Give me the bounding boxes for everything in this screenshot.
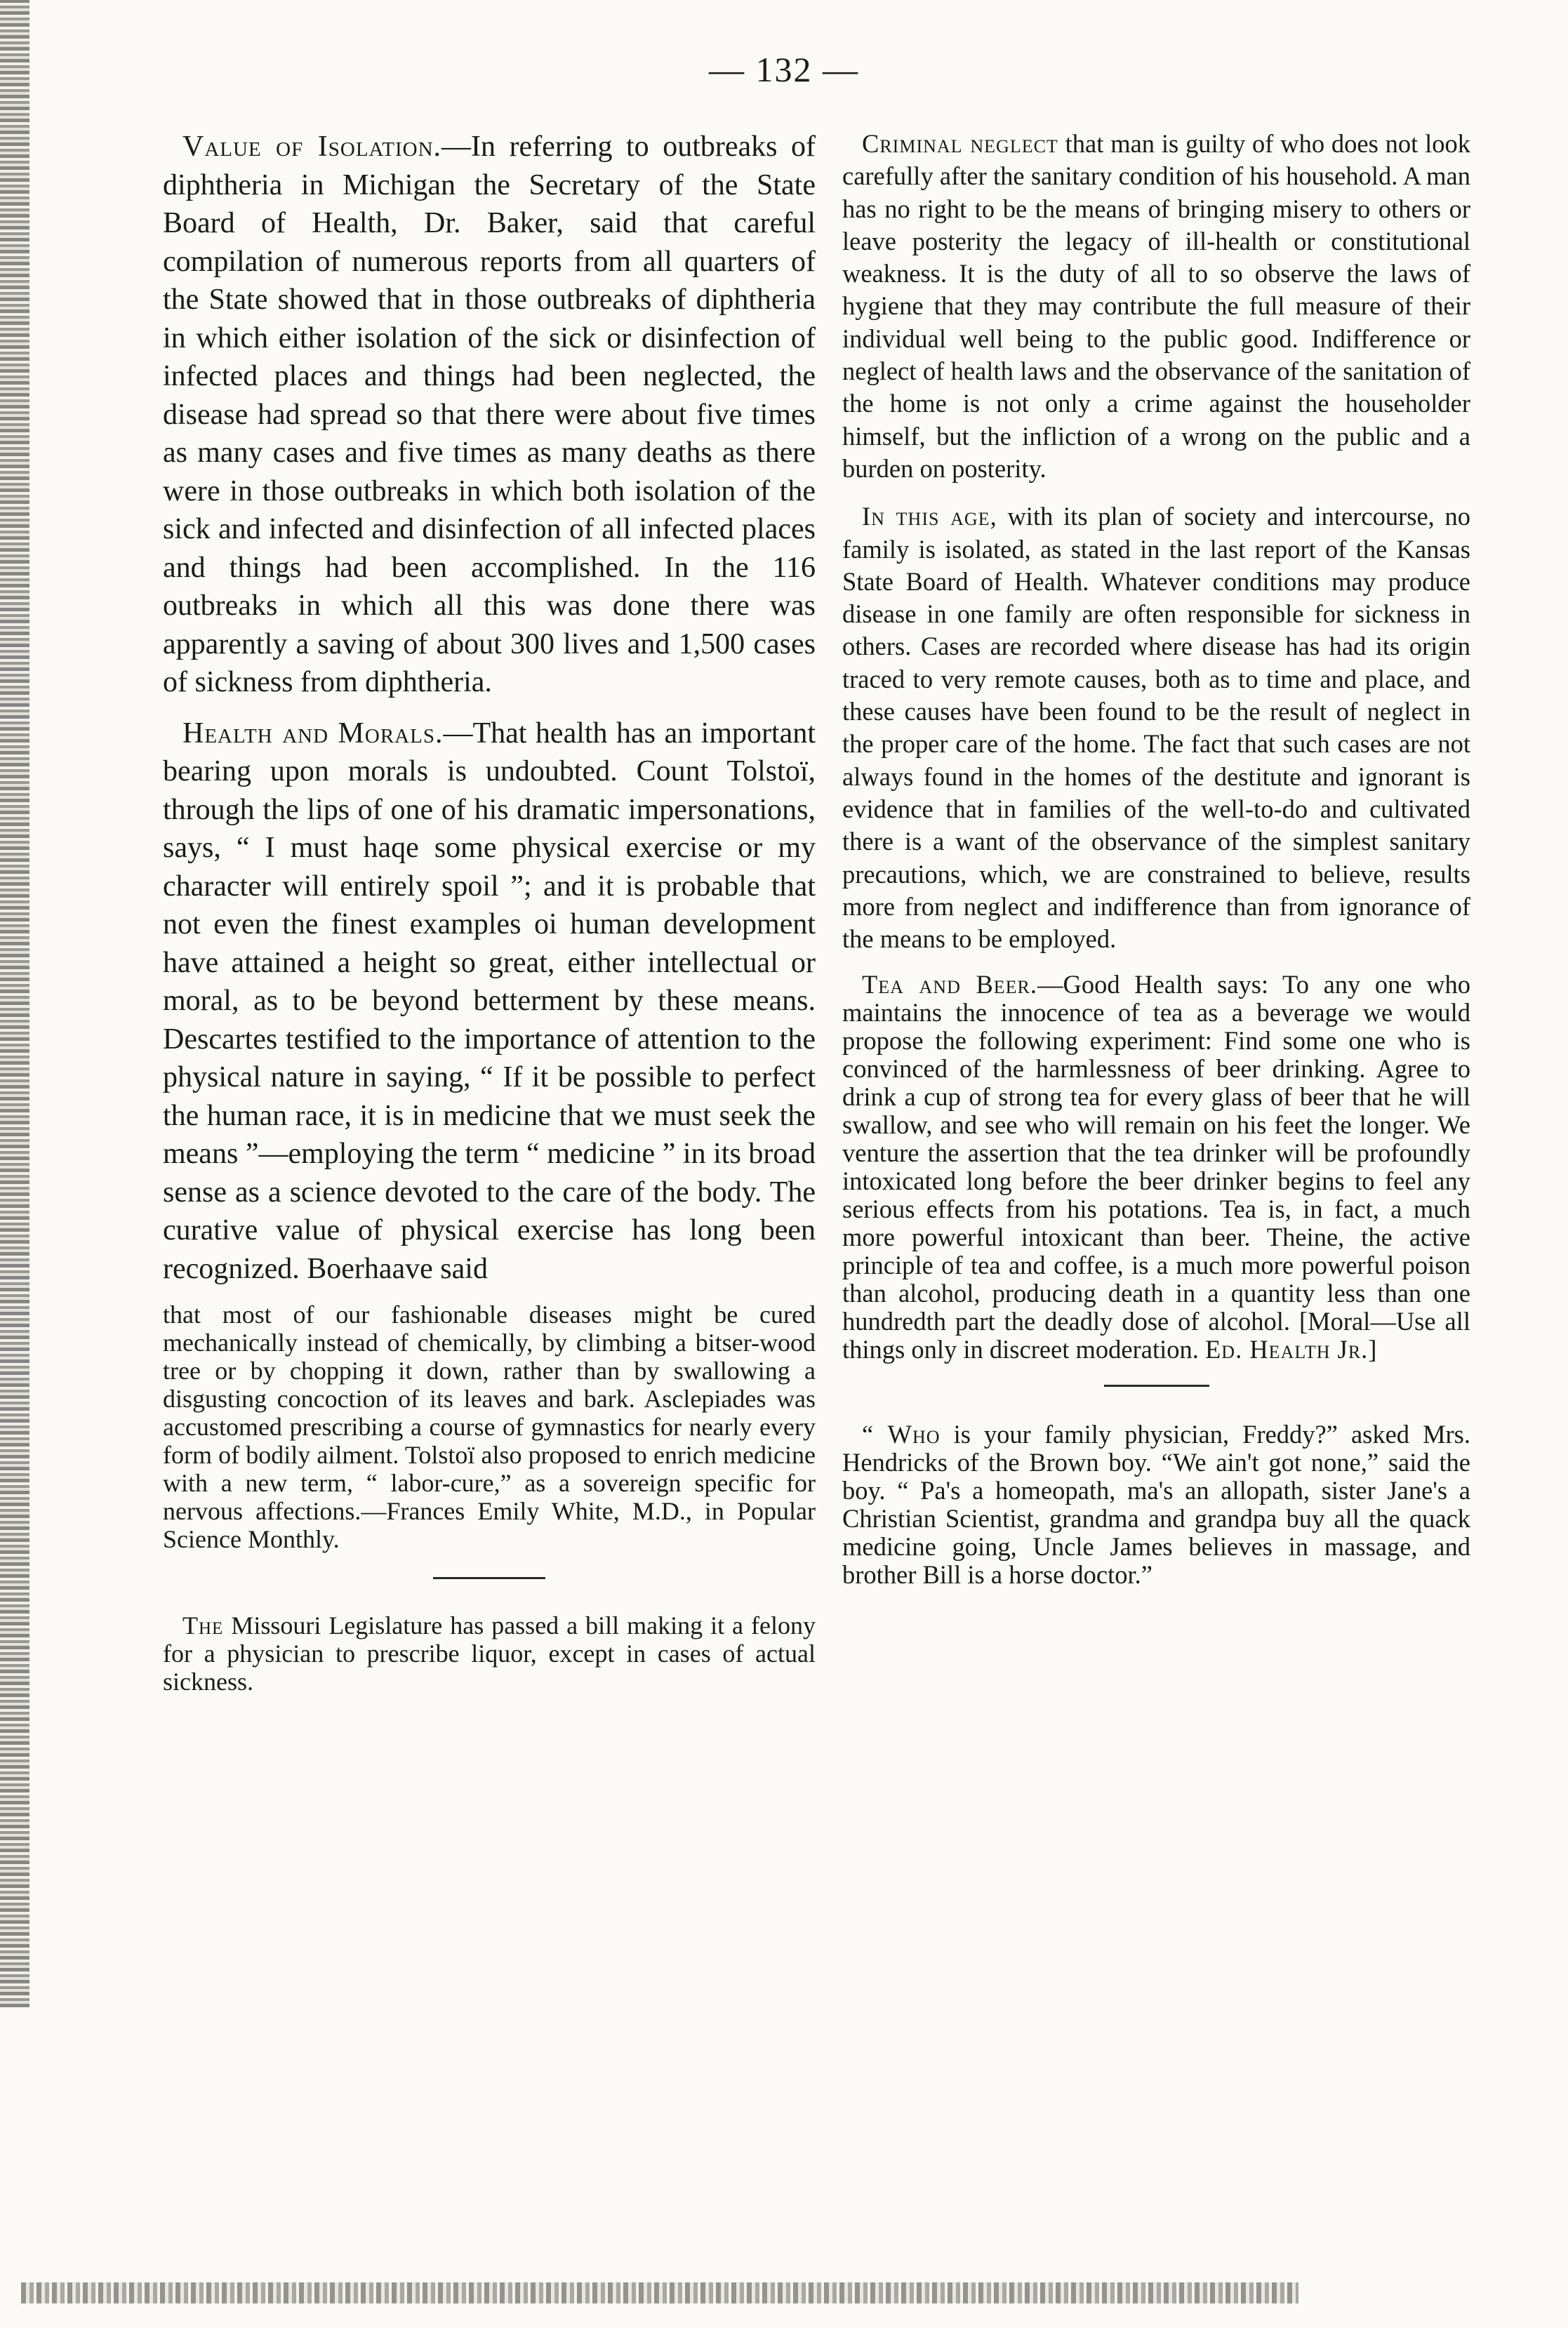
right-column bbox=[842, 128, 1470, 1604]
article-value-of-isolation bbox=[163, 128, 816, 702]
article-body: is your family physician, Freddy?” asked Mrs. Hendricks of the Brown boy. “We ain't got none,” said the boy. “ Pa's a homeopath, ma's an allopath, sister Jane's a Christian Scientist, grandma and grandpa buy all the quack medicine going, Uncle James believes in massage, and brother Bill is a horse doctor.” bbox=[842, 1420, 1471, 1590]
article-missouri-legislature bbox=[163, 1611, 816, 1696]
section-divider bbox=[1104, 1385, 1209, 1387]
article-heading: In this age, bbox=[862, 502, 997, 531]
article-family-physician bbox=[842, 1421, 1470, 1589]
article-body: —Good Health says: To any one who maintains the innocence of tea as a beverage we would propose the following experiment: Find some one who is convinced of the harmlessness of beer drinking. Agree to drink a cup of strong tea for every glass of beer that he will swallow, and see who will remain on his feet the longer. We venture the assertion that the tea drinker will be profoundly intoxicated long before the beer drinker begins to feel any serious effects from his potations. Tea is, in fact, a much more powerful intoxicant than beer. Theine, the active principle of tea and coffee, is a much more powerful poison than alcohol, producing death in a quantity less than one hundredth part the deadly dose of alcohol. [Moral—Use all things only in discreet moderation. bbox=[842, 970, 1471, 1364]
article-heading: Criminal neglect bbox=[862, 129, 1058, 158]
article-heading: Health and Morals. bbox=[182, 717, 444, 750]
scan-edge-left bbox=[0, 0, 29, 2007]
article-body: —That health has an important bearing upon morals is undoubted. Count Tolstoï, through the lips of one of his dramatic impersonations, says, “ I must haqe some physical exercise or my character will entirely spoil ”; and it is probable that not even the finest examples oi human development have attained a height so great, either intellectual or moral, as to be beyond betterment by these means. Descartes testified to the importance of attention to the physical nature in saying, “ If it be possible to perfect the human race, it is in medicine that we must seek the means ”—employing the term “ medicine ” in its broad sense as a science devoted to the care of the body. The curative value of physical exercise has long been recognized. Boerhaave said bbox=[163, 717, 816, 1285]
article-body: with its plan of society and intercourse, no family is isolated, as stated in the last report of the Kansas State Board of Health. Whatever conditions may produce disease in one family are often responsible for sickness in others. Cases are recorded where disease has had its origin traced to very remote causes, both as to time and place, and these causes have been found to be the result of neglect in the proper care of the home. The fact that such cases are not always found in the homes of the destitute and ignorant is evidence that in families of the well-to-do and cultivated there is a want of the observance of the simplest sanitary precautions, which, we are constrained to believe, results more from neglect and indifference than from ignorance of the means to be employed. bbox=[842, 502, 1470, 954]
article-heading: “ Who bbox=[862, 1420, 941, 1449]
article-heading: Tea and Beer. bbox=[862, 970, 1038, 999]
article-heading: The bbox=[182, 1611, 224, 1639]
left-column bbox=[163, 128, 816, 1708]
scan-edge-bottom bbox=[21, 2282, 1298, 2303]
article-body: that man is guilty of who does not look carefully after the sanitary condition of his household. A man has no right to be the means of bringing misery to others or leave posterity the legacy of ill-health or constitutional weakness. It is the duty of all to so observe the laws of hygiene that they may contribute the full measure of their individual well being to the public good. Indifference or neglect of health laws and the observance of the sanitation of the home is not only a crime against the householder himself, but the infliction of a wrong on the public and a burden on posterity. bbox=[842, 129, 1471, 483]
article-tea-and-beer bbox=[842, 971, 1470, 1364]
article-criminal-neglect bbox=[842, 128, 1470, 485]
section-divider bbox=[433, 1577, 545, 1579]
article-health-and-morals-continued: that most of our fashionable diseases might be cured mechanically instead of chemically, by climbing a bitser-wood tree or by chopping it down, rather than by swallowing a disgusting concoction of its leaves and bark. Asclepiades was accustomed prescribing a course of gymnastics for nearly every form of bodily ailment. Tolstoï also proposed to enrich medicine with a new term, “ labor-cure,” as a sovereign specific for nervous affections.—Frances Emily White, M.D., in Popular Science Monthly. bbox=[163, 1301, 816, 1553]
page-number: — 132 — bbox=[709, 50, 859, 89]
article-in-this-age bbox=[842, 500, 1470, 955]
article-body: —In referring to outbreaks of diphtheria in Michigan the Secretary of the State Board of Health, Dr. Baker, said that careful compilation of numerous reports from all quarters of the State showed that in those outbreaks of diphtheria in which either isolation of the sick or disinfection of infected places and things had been neglected, the disease had spread so that there were about five times as many cases and five times as many deaths as there were in those outbreaks in which both isolation of the sick and infected and disinfection of all infected places and things had been accomplished. In the 116 outbreaks in which all this was done there was apparently a saving of about 300 lives and 1,500 cases of sickness from diphtheria. bbox=[163, 131, 816, 698]
article-body: Missouri Legislature has passed a bill making it a felony for a physician to prescribe liquor, except in cases of actual sickness. bbox=[163, 1611, 816, 1696]
article-health-and-morals bbox=[163, 714, 816, 1289]
article-signature: Ed. Health Jr.] bbox=[1205, 1335, 1378, 1364]
article-heading: Value of Isolation. bbox=[182, 131, 442, 163]
